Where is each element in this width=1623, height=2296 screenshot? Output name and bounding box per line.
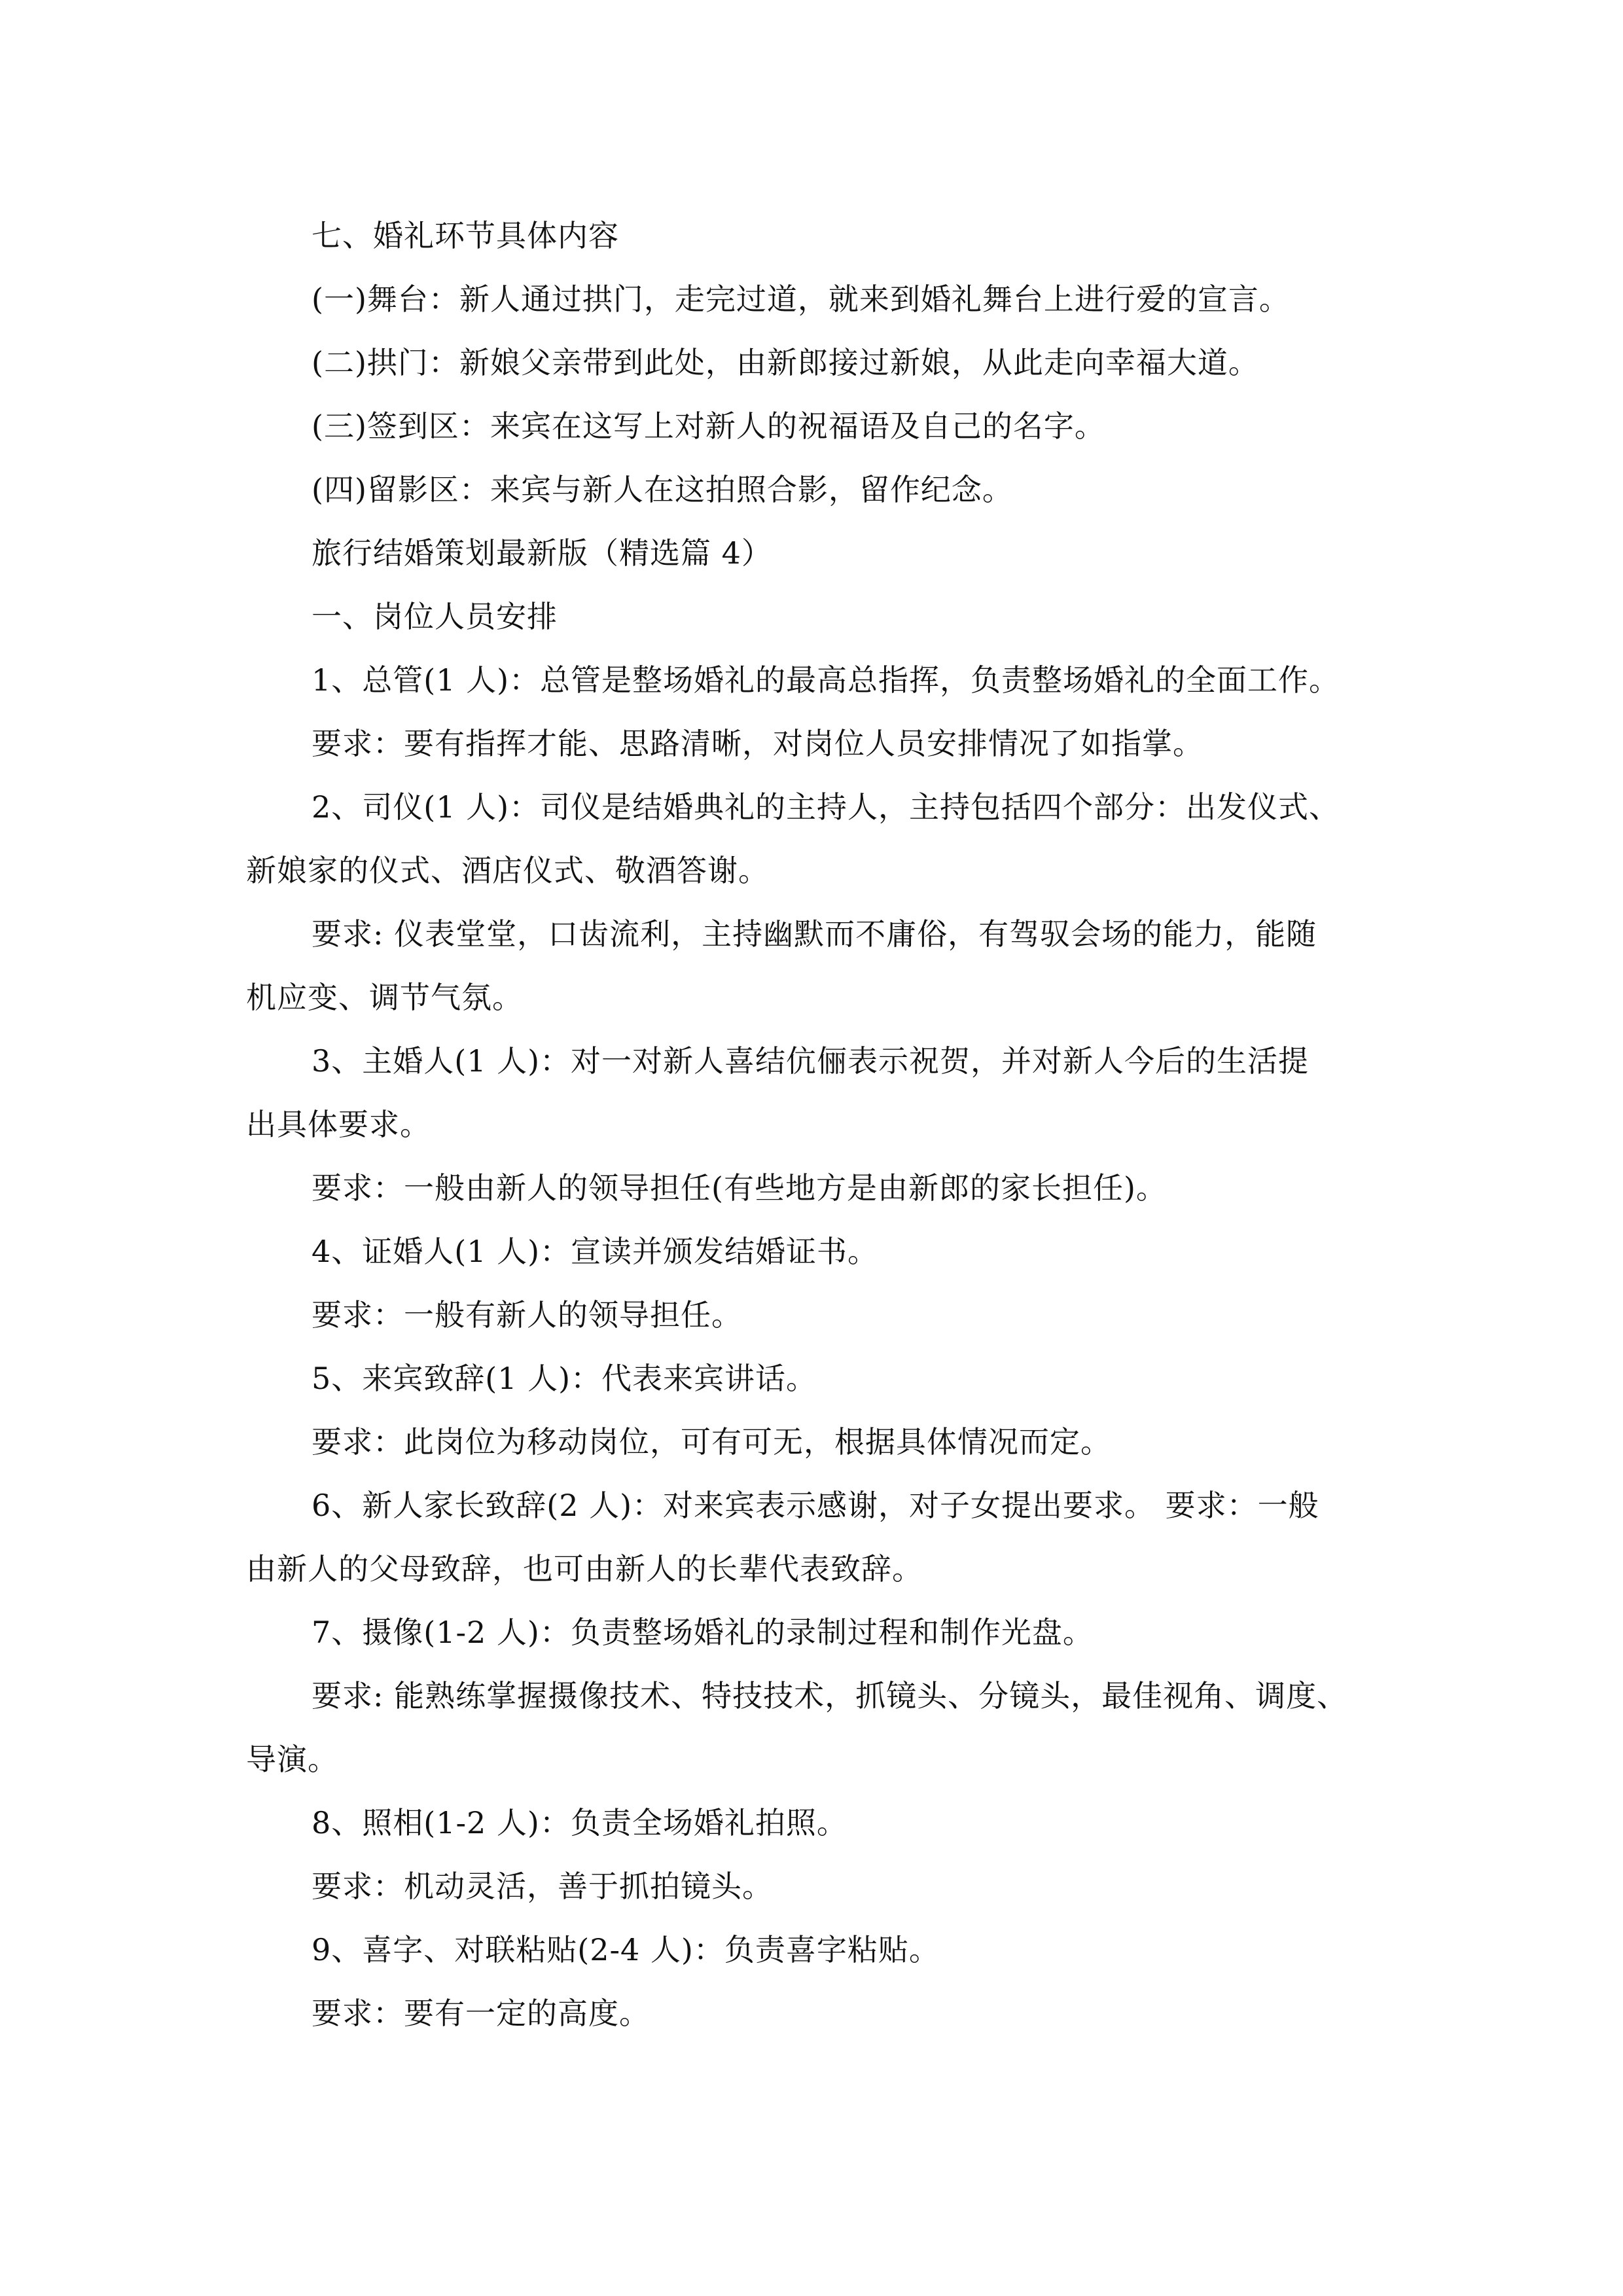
paragraph-line: 7、摄像(1-2 人)：负责整场婚礼的录制过程和制作光盘。 xyxy=(312,1615,1094,1650)
paragraph-line: 出具体要求。 xyxy=(246,1107,431,1142)
paragraph-line: 8、照相(1-2 人)：负责全场婚礼拍照。 xyxy=(312,1805,847,1840)
paragraph-line: (三)签到区：来宾在这写上对新人的祝福语及自己的名字。 xyxy=(312,408,1105,444)
paragraph-line: 3、主婚人(1 人)：对一对新人喜结伉俪表示祝贺，并对新人今后的生活提 xyxy=(312,1043,1310,1079)
paragraph-line: 5、来宾致辞(1 人)：代表来宾讲话。 xyxy=(312,1361,817,1396)
section-heading: 七、婚礼环节具体内容 xyxy=(312,218,619,253)
paragraph-line: 要求：此岗位为移动岗位，可有可无，根据具体情况而定。 xyxy=(312,1424,1111,1460)
paragraph-line: 要求：要有指挥才能、思路清晰，对岗位人员安排情况了如指掌。 xyxy=(312,726,1204,761)
document-body xyxy=(246,204,1385,2045)
paragraph-line: 要求：一般有新人的领导担任。 xyxy=(312,1297,742,1333)
article-title: 旅行结婚策划最新版（精选篇 4） xyxy=(312,535,772,571)
paragraph-line: 4、证婚人(1 人)：宣读并颁发结婚证书。 xyxy=(312,1234,879,1269)
paragraph-line: 要求: 能熟练掌握摄像技术、特技技术，抓镜头、分镜头，最佳视角、调度、 xyxy=(312,1678,1348,1713)
paragraph-line: 9、喜字、对联粘贴(2-4 人)：负责喜字粘贴。 xyxy=(312,1932,940,1967)
paragraph-line: 2、司仪(1 人)：司仪是结婚典礼的主持人，主持包括四个部分：出发仪式、 xyxy=(312,789,1340,825)
paragraph-line: 1、总管(1 人)：总管是整场婚礼的最高总指挥，负责整场婚礼的全面工作。 xyxy=(312,662,1340,698)
paragraph-line: 要求: 仪表堂堂，口齿流利，主持幽默而不庸俗，有驾驭会场的能力，能随 xyxy=(312,916,1317,952)
paragraph-line: 新娘家的仪式、酒店仪式、敬酒答谢。 xyxy=(246,853,769,888)
paragraph-line: 要求：一般由新人的领导担任(有些地方是由新郎的家长担任)。 xyxy=(312,1170,1167,1206)
paragraph-line: (四)留影区：来宾与新人在这拍照合影，留作纪念。 xyxy=(312,472,1013,507)
section-heading: 一、岗位人员安排 xyxy=(312,599,558,634)
paragraph-line: 由新人的父母致辞，也可由新人的长辈代表致辞。 xyxy=(246,1551,923,1587)
paragraph-line: 要求：机动灵活，善于抓拍镜头。 xyxy=(312,1869,773,1904)
paragraph-line: 6、新人家长致辞(2 人)：对来宾表示感谢，对子女提出要求。 要求：一般 xyxy=(312,1488,1319,1523)
paragraph-line: (二)拱门：新娘父亲带到此处，由新郎接过新娘，从此走向幸福大道。 xyxy=(312,345,1259,380)
paragraph-line: (一)舞台：新人通过拱门，走完过道，就来到婚礼舞台上进行爱的宣言。 xyxy=(312,281,1290,317)
paragraph-line: 导演。 xyxy=(246,1742,338,1777)
paragraph-line: 要求：要有一定的高度。 xyxy=(312,1996,650,2031)
paragraph-line: 机应变、调节气氛。 xyxy=(246,980,523,1015)
